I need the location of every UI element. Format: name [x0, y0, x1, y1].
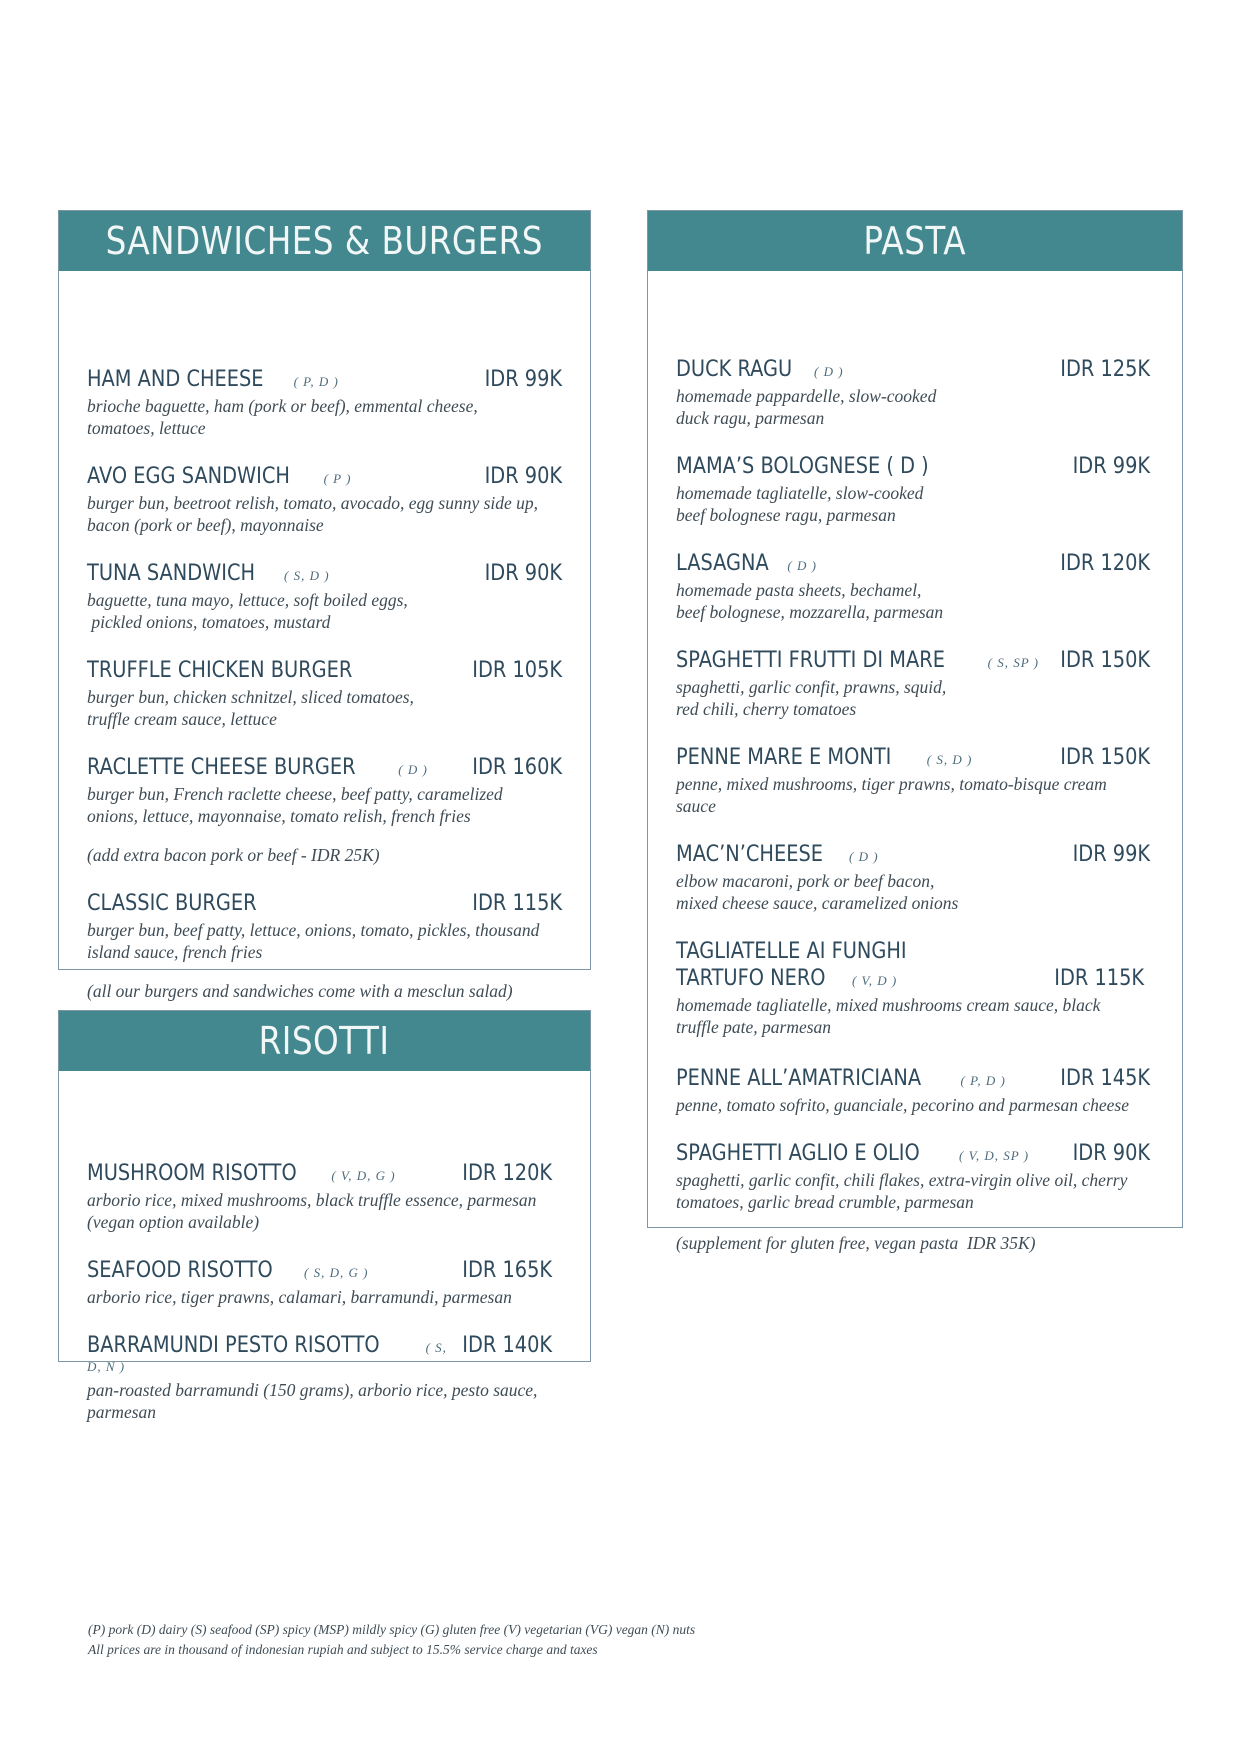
menu-item — [87, 1258, 552, 1308]
item-name: RACLETTE CHEESE BURGER — [87, 755, 356, 780]
item-description — [87, 1189, 552, 1233]
desc-line: island sauce, french fries — [87, 942, 263, 962]
item-description — [676, 1169, 1150, 1213]
item-price: IDR 105K — [472, 658, 562, 683]
item-price: IDR 160K — [472, 755, 562, 780]
desc-line: truffle cream sauce, lettuce — [87, 709, 277, 729]
item-tags: ( D ) — [814, 364, 844, 379]
risotti-panel — [58, 1010, 591, 1422]
item-description — [87, 686, 562, 730]
desc-line: homemade tagliatelle, mixed mushrooms cream sauce, black — [676, 995, 1101, 1015]
item-price: IDR 90K — [484, 464, 562, 489]
item-price: IDR 99K — [484, 367, 562, 392]
item-tags: ( V, D, G ) — [331, 1168, 396, 1183]
pasta-title: PASTA — [863, 219, 967, 263]
menu-item — [676, 648, 1150, 720]
item-tags: ( V, D, SP ) — [959, 1148, 1030, 1163]
desc-line: beef bolognese, mozzarella, parmesan — [676, 602, 944, 622]
item-description — [87, 1379, 552, 1423]
item-description — [87, 783, 562, 827]
desc-line: sauce — [676, 796, 716, 816]
desc-line: (vegan option available) — [87, 1212, 260, 1232]
menu-item — [87, 367, 562, 439]
item-description — [87, 1286, 552, 1308]
pasta-supplement-note: (supplement for gluten free, vegan pasta IDR 35K) — [676, 1233, 1036, 1253]
item-name: SPAGHETTI AGLIO E OLIO — [676, 1141, 920, 1166]
item-tags: ( D ) — [849, 849, 879, 864]
desc-line: burger bun, beetroot relish, tomato, avocado, egg sunny side up, — [87, 493, 539, 513]
menu-item — [676, 745, 1150, 817]
item-description — [676, 579, 1150, 623]
item-price: IDR 120K — [462, 1161, 552, 1186]
menu-item — [676, 454, 1150, 526]
item-price: IDR 150K — [1060, 745, 1150, 770]
item-price: IDR 125K — [1060, 357, 1150, 382]
item-tags: ( D ) — [398, 762, 428, 777]
item-name: BARRAMUNDI PESTO RISOTTO — [87, 1333, 380, 1358]
desc-line: beef bolognese ragu, parmesan — [676, 505, 896, 525]
desc-line: homemade pasta sheets, bechamel, — [676, 580, 922, 600]
menu-item — [676, 939, 1144, 1038]
salad-note: (all our burgers and sandwiches come with a mesclun salad) — [87, 981, 513, 1001]
menu-item — [676, 1141, 1150, 1213]
item-price: IDR 99K — [1072, 842, 1150, 867]
item-name: LASAGNA — [676, 551, 769, 576]
desc-line: mixed cheese sauce, caramelized onions — [676, 893, 959, 913]
item-tags: ( P ) — [323, 471, 352, 486]
item-name: TRUFFLE CHICKEN BURGER — [87, 658, 353, 683]
menu-item — [676, 1066, 1150, 1116]
menu-item — [87, 1333, 552, 1423]
item-description — [676, 1094, 1150, 1116]
item-tags: ( S, SP ) — [987, 655, 1039, 670]
desc-line: parmesan — [87, 1402, 157, 1422]
menu-item — [676, 551, 1150, 623]
item-tags: ( V, D ) — [851, 973, 898, 988]
pasta-panel — [647, 210, 1183, 1253]
item-tags: ( S, D ) — [284, 568, 330, 583]
item-name: SEAFOOD RISOTTO — [87, 1258, 273, 1283]
allergen-legend: (P) pork (D) dairy (S) seafood (SP) spicy (MSP) mildly spicy (G) gluten free (V) vegetarian (VG) vegan (N) nuts — [88, 1622, 696, 1637]
sandwiches-burgers-panel — [58, 210, 591, 1001]
item-name: MAMA’S BOLOGNESE ( D ) — [676, 454, 929, 479]
item-description — [676, 773, 1150, 817]
desc-line: truffle pate, parmesan — [676, 1017, 832, 1037]
desc-line: pickled onions, tomatoes, mustard — [87, 612, 331, 632]
item-name: SPAGHETTI FRUTTI DI MARE — [676, 648, 945, 673]
item-price: IDR 150K — [1060, 648, 1150, 673]
item-price: IDR 115K — [472, 891, 562, 916]
item-tags: ( S, D, G ) — [304, 1265, 369, 1280]
menu-item — [87, 561, 562, 633]
menu-item — [87, 891, 562, 963]
item-name: HAM AND CHEESE — [87, 367, 264, 392]
item-price: IDR 120K — [1060, 551, 1150, 576]
sandwiches-burgers-header — [59, 211, 590, 271]
desc-line: penne, tomato sofrito, guanciale, pecorino and parmesan cheese — [676, 1095, 1129, 1115]
price-disclaimer: All prices are in thousand of indonesian rupiah and subject to 15.5% service charge and taxes — [88, 1642, 598, 1657]
item-name: PENNE ALL’AMATRICIANA — [676, 1066, 922, 1091]
item-price: IDR 145K — [1060, 1066, 1150, 1091]
desc-line: onions, lettuce, mayonnaise, tomato relish, french fries — [87, 806, 471, 826]
desc-line: red chili, cherry tomatoes — [676, 699, 857, 719]
desc-line: brioche baguette, ham (pork or beef), emmental cheese, — [87, 396, 478, 416]
item-tags: ( S, D, N ) — [87, 1340, 447, 1374]
item-name: MAC’N’CHEESE — [676, 842, 823, 867]
item-description — [676, 676, 1150, 720]
desc-line: duck ragu, parmesan — [676, 408, 825, 428]
desc-line: burger bun, chicken schnitzel, sliced tomatoes, — [87, 687, 414, 707]
menu-item — [87, 755, 562, 827]
item-description — [87, 919, 562, 963]
item-price: IDR 99K — [1072, 454, 1150, 479]
desc-line: tomatoes, lettuce — [87, 418, 206, 438]
desc-line: burger bun, beef patty, lettuce, onions, tomato, pickles, thousand — [87, 920, 540, 940]
desc-line: homemade pappardelle, slow-cooked — [676, 386, 937, 406]
risotti-title: RISOTTI — [259, 1019, 390, 1063]
item-name: AVO EGG SANDWICH — [87, 464, 290, 489]
item-name: MUSHROOM RISOTTO — [87, 1161, 297, 1186]
menu-item — [676, 357, 1150, 429]
item-description — [676, 994, 1144, 1038]
item-name: PENNE MARE E MONTI — [676, 745, 892, 770]
desc-line: bacon (pork or beef), mayonnaise — [87, 515, 324, 535]
item-description — [676, 385, 1150, 429]
desc-line: tomatoes, garlic bread crumble, parmesan — [676, 1192, 974, 1212]
menu-item — [87, 464, 562, 536]
item-name: DUCK RAGU — [676, 357, 793, 382]
desc-line: burger bun, French raclette cheese, beef patty, caramelized — [87, 784, 503, 804]
menu-item — [87, 1161, 552, 1233]
item-name: TARTUFO NERO — [676, 966, 826, 991]
sandwiches-burgers-title: SANDWICHES & BURGERS — [105, 219, 544, 263]
item-name: TUNA SANDWICH — [87, 561, 256, 586]
footer — [88, 1620, 695, 1660]
item-price: IDR 165K — [462, 1258, 552, 1283]
item-price: IDR 140K — [462, 1333, 552, 1358]
desc-line: spaghetti, garlic confit, prawns, squid, — [676, 677, 947, 697]
item-price: IDR 90K — [484, 561, 562, 586]
item-price: IDR 115K — [1054, 966, 1144, 991]
desc-line: arborio rice, mixed mushrooms, black truffle essence, parmesan — [87, 1190, 537, 1210]
item-description — [676, 482, 1150, 526]
item-description — [87, 492, 562, 536]
item-tags: ( S, D ) — [926, 752, 973, 767]
item-name: CLASSIC BURGER — [87, 891, 257, 916]
desc-line: arborio rice, tiger prawns, calamari, barramundi, parmesan — [87, 1287, 512, 1307]
desc-line: pan-roasted barramundi (150 grams), arborio rice, pesto sauce, — [87, 1380, 538, 1400]
menu-item — [87, 658, 562, 730]
bacon-supplement-note: (add extra bacon pork or beef - IDR 25K) — [87, 845, 380, 865]
item-description — [87, 589, 562, 633]
item-tags: ( D ) — [787, 558, 817, 573]
item-description — [676, 870, 1150, 914]
desc-line: penne, mixed mushrooms, tiger prawns, tomato-bisque cream — [676, 774, 1107, 794]
pasta-header — [648, 211, 1182, 271]
item-description — [87, 395, 562, 439]
item-tags: ( P, D ) — [293, 374, 339, 389]
risotti-header — [59, 1011, 590, 1071]
item-price: IDR 90K — [1072, 1141, 1150, 1166]
item-tags: ( P, D ) — [960, 1073, 1006, 1088]
desc-line: baguette, tuna mayo, lettuce, soft boiled eggs, — [87, 590, 408, 610]
menu-item — [676, 842, 1150, 914]
item-name-line1: TAGLIATELLE AI FUNGHI — [676, 939, 907, 964]
desc-line: spaghetti, garlic confit, chili flakes, extra-virgin olive oil, cherry — [676, 1170, 1128, 1190]
desc-line: homemade tagliatelle, slow-cooked — [676, 483, 924, 503]
desc-line: elbow macaroni, pork or beef bacon, — [676, 871, 935, 891]
